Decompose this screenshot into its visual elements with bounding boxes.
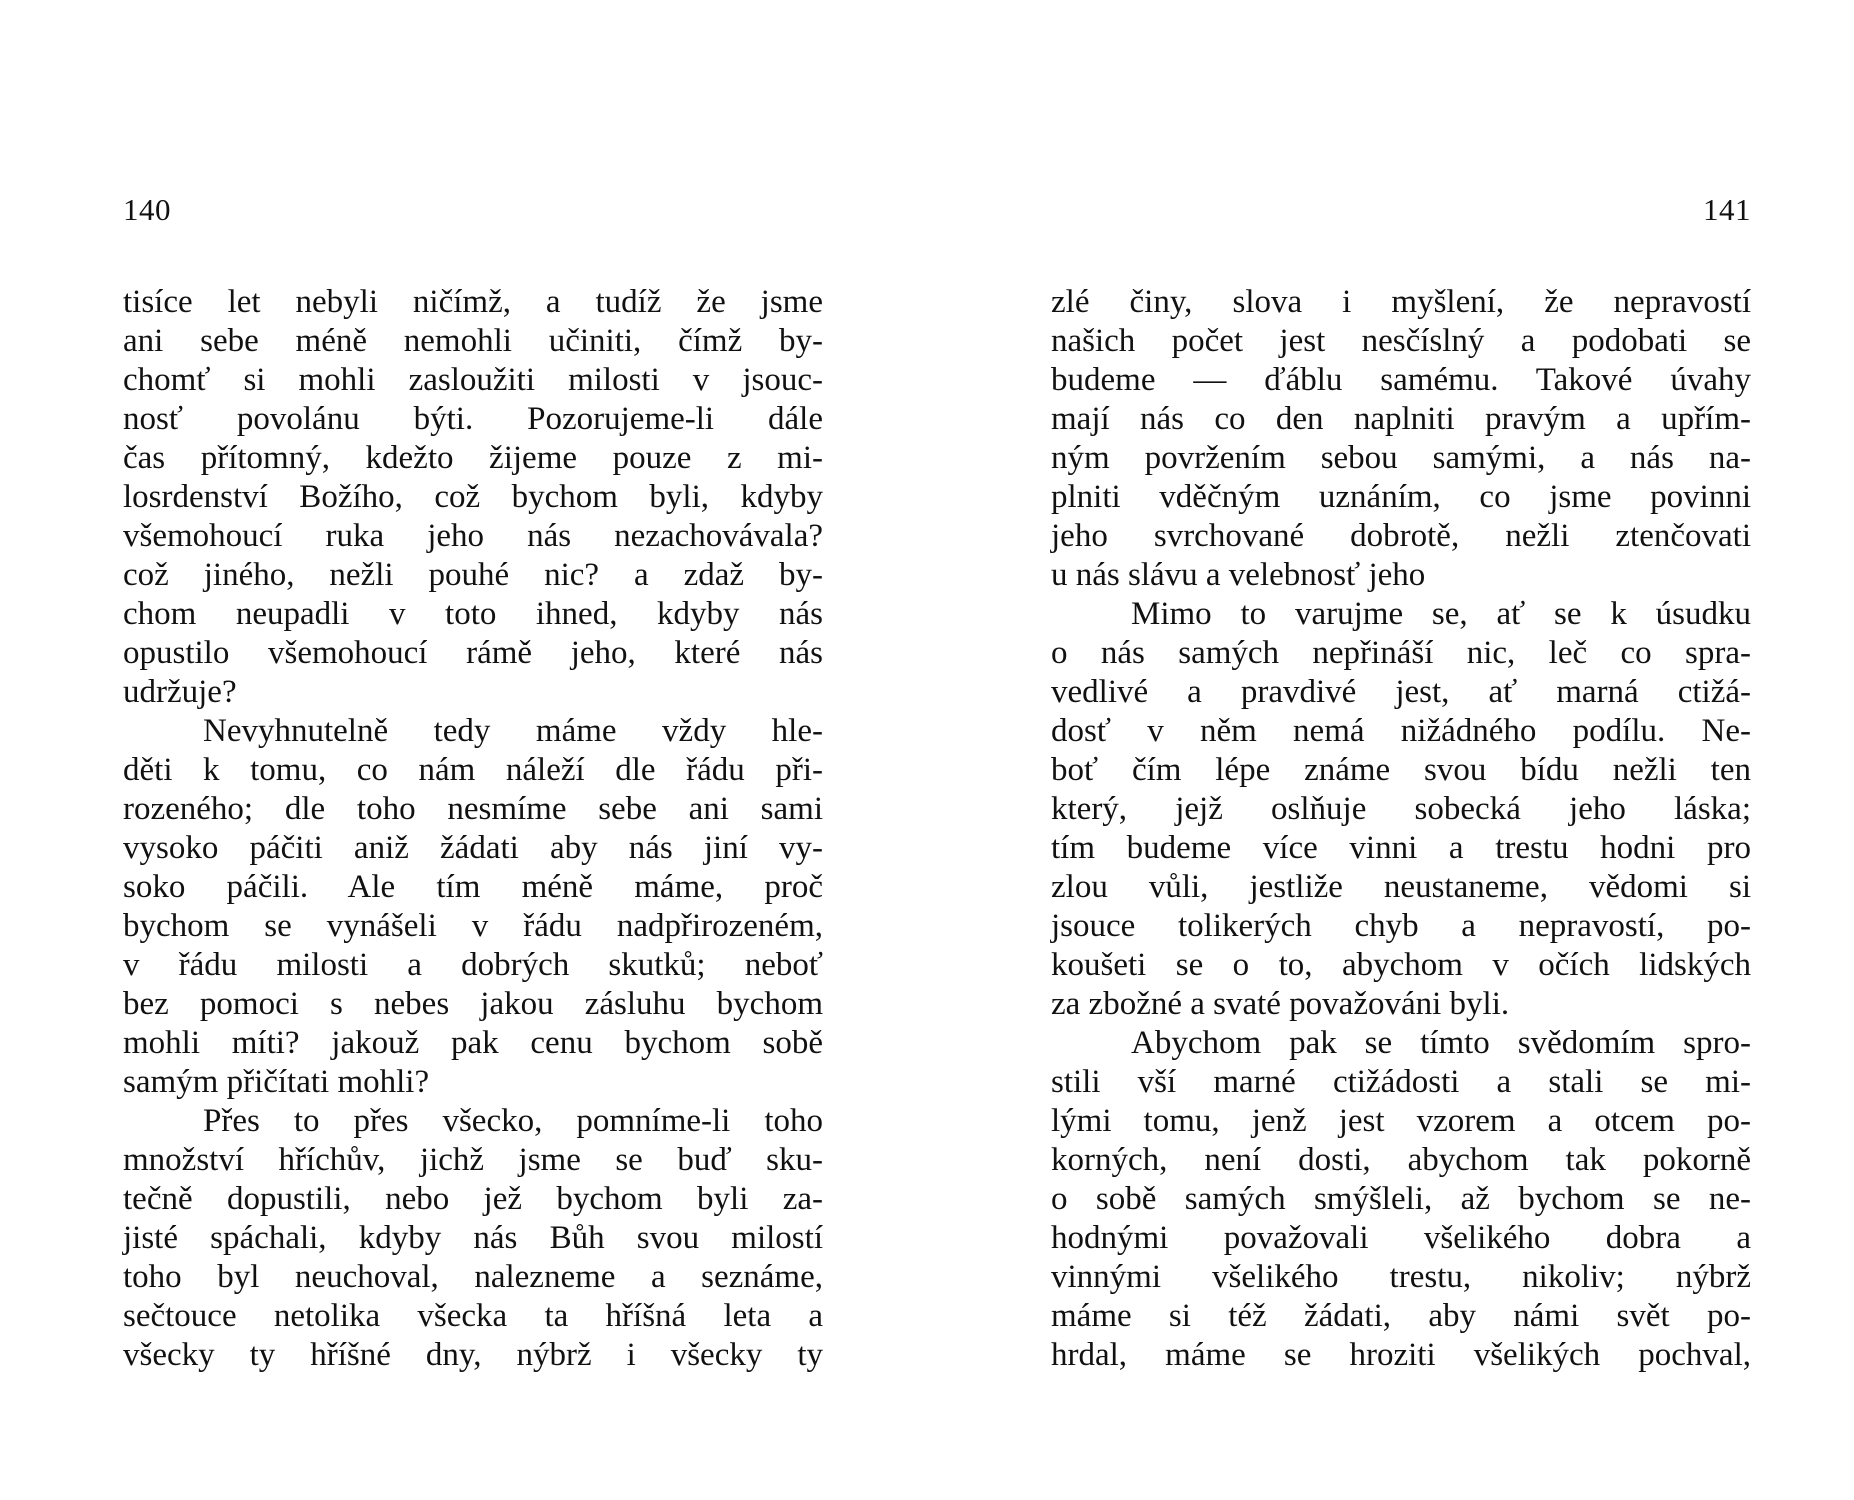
- text-line: tisíce let nebyli ničímž, a tudíž že jsme: [123, 284, 823, 320]
- text-line: tečně dopustili, nebo jež bychom byli za-: [123, 1181, 823, 1217]
- text-line: soko páčili. Ale tím méně máme, proč: [123, 869, 823, 905]
- text-line: zlou vůli, jestliže neustaneme, vědomi si: [1051, 869, 1751, 905]
- text-line: jsouce tolikerých chyb a nepravostí, po-: [1051, 908, 1751, 944]
- text-line: o sobě samých smýšleli, až bychom se ne-: [1051, 1181, 1751, 1217]
- text-line: chomť si mohli zasloužiti milosti v jsouc-: [123, 362, 823, 398]
- text-line: vedlivé a pravdivé jest, ať marná ctižá-: [1051, 674, 1751, 710]
- text-line: budeme — ďáblu samému. Takové úvahy: [1051, 362, 1751, 398]
- text-line: stili vší marné ctižádosti a stali se mi-: [1051, 1064, 1751, 1100]
- text-line: což jiného, nežli pouhé nic? a zdaž by-: [123, 557, 823, 593]
- text-line: vysoko páčiti aniž žádati aby nás jiní vy-: [123, 830, 823, 866]
- text-line: všecky ty hříšné dny, nýbrž i všecky ty: [123, 1337, 823, 1373]
- text-line: opustilo všemohoucí rámě jeho, které nás: [123, 635, 823, 671]
- text-line: ným povržením sebou samými, a nás na-: [1051, 440, 1751, 476]
- text-line: losrdenství Božího, což bychom byli, kdyby: [123, 479, 823, 515]
- text-line: tím budeme více vinni a trestu hodni pro: [1051, 830, 1751, 866]
- text-line: chom neupadli v toto ihned, kdyby nás: [123, 596, 823, 632]
- text-line: rozeného; dle toho nesmíme sebe ani sami: [123, 791, 823, 827]
- text-line: udržuje?: [123, 674, 237, 710]
- text-line: koušeti se o to, abychom v očích lidských: [1051, 947, 1751, 983]
- text-line: Abychom pak se tímto svědomím spro-: [1131, 1025, 1751, 1061]
- page-body-text: [1051, 283, 1751, 1375]
- text-line: boť čím lépe známe svou bídu nežli ten: [1051, 752, 1751, 788]
- text-line: Mimo to varujme se, ať se k úsudku: [1131, 596, 1751, 632]
- text-line: samým přičítati mohli?: [123, 1064, 430, 1100]
- text-line: bez pomoci s nebes jakou zásluhu bychom: [123, 986, 823, 1022]
- text-line: v řádu milosti a dobrých skutků; neboť: [123, 947, 823, 983]
- text-line: sečtouce netolika všecka ta hříšná leta a: [123, 1298, 823, 1334]
- text-line: děti k tomu, co nám náleží dle řádu při-: [123, 752, 823, 788]
- text-line: jisté spáchali, kdyby nás Bůh svou milostí: [123, 1220, 823, 1256]
- text-line: máme si též žádati, aby námi svět po-: [1051, 1298, 1751, 1334]
- text-line: hrdal, máme se hroziti všelikých pochval,: [1051, 1337, 1751, 1373]
- text-line: za zbožné a svaté považováni byli.: [1051, 986, 1510, 1022]
- text-line: plniti vděčným uznáním, co jsme povinni: [1051, 479, 1751, 515]
- text-line: který, jejž oslňuje sobecká jeho láska;: [1051, 791, 1751, 827]
- text-line: jeho svrchované dobrotě, nežli ztenčovati: [1051, 518, 1751, 554]
- text-line: čas přítomný, kdežto žijeme pouze z mi-: [123, 440, 823, 476]
- text-line: Přes to přes všecko, pomníme-li toho: [203, 1103, 823, 1139]
- page-number: 140: [123, 192, 171, 227]
- text-line: zlé činy, slova i myšlení, že nepravostí: [1051, 284, 1751, 320]
- text-line: množství hříchův, jichž jsme se buď sku-: [123, 1142, 823, 1178]
- text-line: vinnými všelikého trestu, nikoliv; nýbrž: [1051, 1259, 1751, 1295]
- text-line: našich počet jest nesčíslný a podobati se: [1051, 323, 1751, 359]
- text-line: mají nás co den naplniti pravým a upřím-: [1051, 401, 1751, 437]
- text-line: lými tomu, jenž jest vzorem a otcem po-: [1051, 1103, 1751, 1139]
- text-line: Nevyhnutelně tedy máme vždy hle-: [203, 713, 823, 749]
- text-line: mohli míti? jakouž pak cenu bychom sobě: [123, 1025, 823, 1061]
- text-line: korných, není dosti, abychom tak pokorně: [1051, 1142, 1751, 1178]
- text-line: toho byl neuchoval, nalezneme a seznáme,: [123, 1259, 823, 1295]
- page-body-text: [123, 283, 823, 1375]
- text-line: ani sebe méně nemohli učiniti, čímž by-: [123, 323, 823, 359]
- text-line: dosť v něm nemá nižádného podílu. Ne-: [1051, 713, 1751, 749]
- text-line: nosť povolánu býti. Pozorujeme-li dále: [123, 401, 823, 437]
- text-line: hodnými považovali všelikého dobra a: [1051, 1220, 1751, 1256]
- text-line: u nás slávu a velebnosť jeho: [1051, 557, 1426, 593]
- page-number: 141: [1703, 192, 1751, 227]
- text-line: bychom se vynášeli v řádu nadpřirozeném,: [123, 908, 823, 944]
- text-line: všemohoucí ruka jeho nás nezachovávala?: [123, 518, 823, 554]
- text-line: o nás samých nepřináší nic, leč co spra-: [1051, 635, 1751, 671]
